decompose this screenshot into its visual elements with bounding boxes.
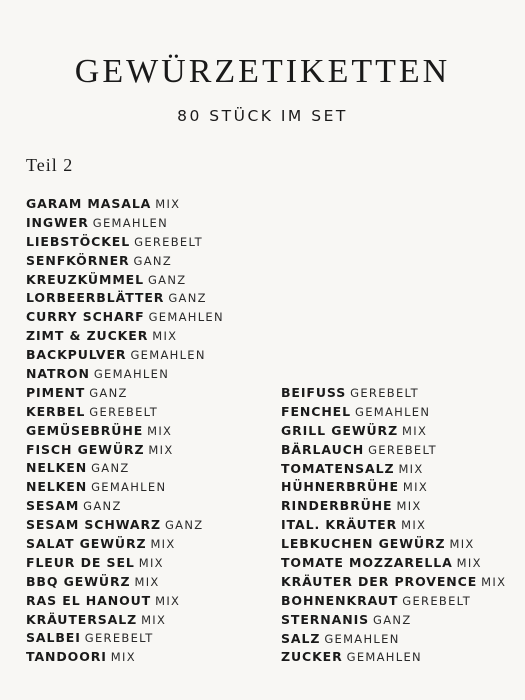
spice-item xyxy=(26,288,224,307)
spice-type: MIX xyxy=(155,197,181,211)
spice-item xyxy=(26,591,224,610)
spice-name: LIEBSTÖCKEL xyxy=(26,233,131,249)
spice-item xyxy=(26,383,224,402)
page-subtitle: 80 STÜCK IM SET xyxy=(177,107,348,125)
spice-name: STERNANIS xyxy=(281,611,370,627)
spice-item xyxy=(26,610,224,629)
spice-type: GANZ xyxy=(147,272,187,287)
spice-type: MIX xyxy=(449,537,475,552)
spice-name: LORBEERBLÄTTER xyxy=(26,290,165,306)
spice-item xyxy=(281,629,506,648)
spice-type: GANZ xyxy=(373,612,412,627)
spice-item xyxy=(281,421,506,440)
spice-type: MIX xyxy=(150,537,176,552)
spice-name: KRÄUTER DER PROVENCE xyxy=(281,573,478,589)
spice-type: MIX xyxy=(110,650,136,665)
spice-type: GANZ xyxy=(164,518,204,533)
spice-type: GANZ xyxy=(133,253,173,268)
spice-name: SALZ xyxy=(281,630,321,646)
spice-item xyxy=(26,345,224,364)
spice-type: MIX xyxy=(134,574,160,589)
spice-type: MIX xyxy=(456,556,482,571)
spice-type: MIX xyxy=(138,555,164,570)
spice-name: TANDOORI xyxy=(26,649,107,665)
spice-name: BBQ GEWÜRZ xyxy=(26,573,131,589)
spice-name: BEIFUSS xyxy=(281,385,347,400)
spice-name: ZUCKER xyxy=(281,649,343,665)
spice-type: GEREBELT xyxy=(134,234,203,249)
spice-name: KRÄUTERSALZ xyxy=(26,611,138,627)
spice-type: MIX xyxy=(481,574,507,589)
spice-name: TOMATE MOZZARELLA xyxy=(281,555,453,571)
spice-item xyxy=(26,440,224,459)
spice-type: MIX xyxy=(147,423,173,438)
spice-type: MIX xyxy=(398,461,424,476)
spice-type: GEMAHLEN xyxy=(324,631,400,646)
spice-type: GANZ xyxy=(91,461,130,476)
spice-name: BOHNENKRAUT xyxy=(281,592,399,608)
spice-item xyxy=(26,458,224,477)
spice-item xyxy=(26,553,224,572)
spice-item xyxy=(281,553,506,572)
spice-name: CURRY SCHARF xyxy=(26,309,145,325)
spice-name: FENCHEL xyxy=(281,403,351,419)
spice-item xyxy=(281,534,506,553)
spice-item xyxy=(281,647,506,666)
spice-type: GEREBELT xyxy=(89,404,159,419)
spice-name: RAS EL HANOUT xyxy=(26,592,152,608)
spice-type: MIX xyxy=(396,499,422,514)
spice-name: FLEUR DE SEL xyxy=(26,554,135,570)
spice-name: INGWER xyxy=(26,214,89,230)
spice-type: GEMAHLEN xyxy=(130,348,206,363)
spice-name: NATRON xyxy=(26,366,90,382)
spice-item xyxy=(26,307,224,326)
spice-item xyxy=(26,194,224,213)
spice-type: GEREBELT xyxy=(350,386,419,400)
spice-name: KREUZKÜMMEL xyxy=(26,271,144,287)
spice-type: MIX xyxy=(141,612,167,627)
spice-type: MIX xyxy=(402,480,428,495)
spice-list-left xyxy=(26,194,224,666)
spice-name: HÜHNERBRÜHE xyxy=(281,479,399,495)
spice-name: GEMÜSEBRÜHE xyxy=(26,422,144,438)
spice-list-right xyxy=(281,383,506,666)
spice-item xyxy=(26,402,224,421)
spice-item xyxy=(26,270,224,289)
spice-name: SALAT GEWÜRZ xyxy=(26,536,147,552)
spice-item xyxy=(281,459,506,478)
spice-item xyxy=(281,515,506,534)
spice-item xyxy=(26,421,224,440)
spice-type: MIX xyxy=(402,423,428,438)
spice-name: GARAM MASALA xyxy=(26,196,152,211)
spice-item xyxy=(26,572,224,591)
spice-item xyxy=(281,402,506,421)
spice-name: BÄRLAUCH xyxy=(281,441,365,457)
spice-type: MIX xyxy=(401,518,427,533)
spice-item xyxy=(26,628,224,647)
spice-name: GRILL GEWÜRZ xyxy=(281,422,399,438)
spice-item xyxy=(26,326,224,345)
spice-name: PIMENT xyxy=(26,384,86,400)
spice-item xyxy=(26,496,224,515)
spice-name: ZIMT & ZUCKER xyxy=(26,328,149,344)
spice-type: GEREBELT xyxy=(402,593,472,608)
spice-item xyxy=(281,591,506,610)
spice-name: NELKEN xyxy=(26,460,88,476)
spice-type: GEMAHLEN xyxy=(92,215,169,230)
spice-type: GANZ xyxy=(89,385,128,400)
part-label: Teil 2 xyxy=(26,155,74,175)
spice-type: MIX xyxy=(148,442,174,457)
spice-name: BACKPULVER xyxy=(26,347,127,363)
spice-item xyxy=(26,251,224,270)
spice-name: SESAM SCHWARZ xyxy=(26,517,161,533)
spice-item xyxy=(26,534,224,553)
spice-item xyxy=(26,647,224,666)
spice-type: GEMAHLEN xyxy=(346,650,422,665)
spice-type: GEMAHLEN xyxy=(148,310,224,325)
spice-item xyxy=(281,383,506,402)
spice-type: GANZ xyxy=(83,499,122,514)
spice-name: TOMATENSALZ xyxy=(281,460,395,476)
spice-item xyxy=(281,610,506,629)
spice-item xyxy=(26,232,224,251)
spice-item xyxy=(281,477,506,496)
spice-name: NELKEN xyxy=(26,479,88,495)
spice-name: FISCH GEWÜRZ xyxy=(26,441,145,457)
spice-item xyxy=(281,572,506,591)
spice-item xyxy=(281,496,506,515)
page-title: GEWÜRZETIKETTEN xyxy=(74,53,451,90)
spice-type: GEMAHLEN xyxy=(93,367,170,382)
spice-item xyxy=(26,515,224,534)
spice-item xyxy=(281,440,506,459)
spice-name: KERBEL xyxy=(26,403,86,419)
spice-type: MIX xyxy=(155,593,181,608)
spice-item xyxy=(26,477,224,496)
spice-name: SENFKÖRNER xyxy=(26,252,130,268)
spice-name: LEBKUCHEN GEWÜRZ xyxy=(281,536,446,552)
spice-item xyxy=(26,213,224,232)
spice-type: MIX xyxy=(152,329,178,344)
spice-type: GANZ xyxy=(168,291,207,306)
spice-name: ITAL. KRÄUTER xyxy=(281,517,398,533)
spice-type: GEREBELT xyxy=(84,631,154,646)
spice-item xyxy=(26,364,224,383)
spice-name: SESAM xyxy=(26,498,80,514)
spice-type: GEMAHLEN xyxy=(91,480,167,495)
spice-name: RINDERBRÜHE xyxy=(281,498,393,514)
spice-type: GEMAHLEN xyxy=(354,404,431,419)
spice-name: SALBEI xyxy=(26,630,81,646)
spice-type: GEREBELT xyxy=(368,442,437,457)
